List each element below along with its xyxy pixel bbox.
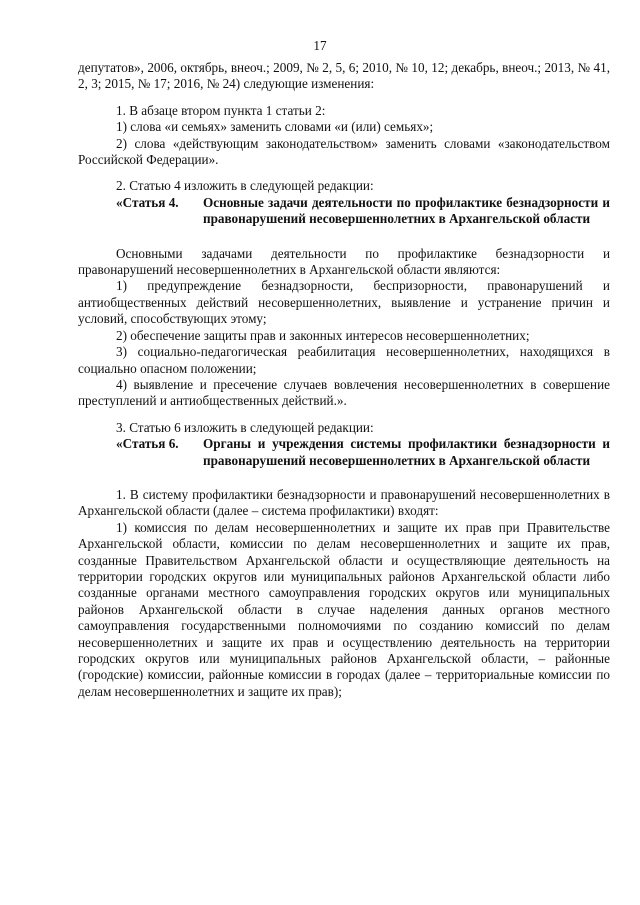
document-body xyxy=(78,60,610,700)
paragraph: 2) обеспечение защиты прав и законных интересов несовершеннолетних; xyxy=(116,327,530,343)
article-title: Органы и учреждения системы профилактики безнадзорности и правонарушений несовершеннолетних в Архангельской области xyxy=(203,436,610,468)
article-label: «Статья 6. xyxy=(116,436,179,452)
article-label: «Статья 4. xyxy=(116,194,179,210)
paragraph: 1. В абзаце втором пункта 1 статьи 2: xyxy=(116,102,326,118)
paragraph: 1. В систему профилактики безнадзорности и правонарушений несовершеннолетних в Архангельской области (далее – система профилактики) входят: xyxy=(78,486,610,519)
paragraph: 2) слова «действующим законодательством» заменить словами «законодательством Российской Федерации». xyxy=(78,135,610,168)
paragraph: 3. Статью 6 изложить в следующей редакции: xyxy=(116,419,374,435)
paragraph: 3) социально-педагогическая реабилитация несовершеннолетних, находящихся в социально опасном положении; xyxy=(78,344,610,376)
paragraph: 2. Статью 4 изложить в следующей редакции: xyxy=(116,178,374,194)
page-number: 17 xyxy=(313,38,327,53)
paragraph: 1) слова «и семьях» заменить словами «и (или) семьях»; xyxy=(116,119,434,135)
article-heading-6 xyxy=(116,436,610,469)
paragraph: депутатов», 2006, октябрь, внеоч.; 2009, № 2, 5, 6; 2010, № 10, 12; декабрь, внеоч.; 2013, № 41, 2, 3; 2015, № 17; 2016, № 24) следующие изменения: xyxy=(78,60,610,92)
paragraph: Основными задачами деятельности по профилактике безнадзорности и правонарушений несовершеннолетних в Архангельской области являются: xyxy=(78,245,610,278)
article-title: Основные задачи деятельности по профилактике безнадзорности и правонарушений несовершеннолетних в Архангельской области xyxy=(203,194,610,227)
paragraph: 1) комиссия по делам несовершеннолетних и защите их прав при Правительстве Архангельской области, комиссии по делам несовершеннолетних и защите их прав, созданные Правительством Архангельской области и осуществляющие деятельность на территории городских округов или муниципальных районов Архангельской области либо созданные органами местного самоуправления городских округов или муниципальных районов Архангельской области в случае наделения данных органов местного самоуправления государственными полномочиями по созданию комиссий по делам несовершеннолетних и защите их прав и осуществлению деятельность на территории городских округов или муниципальных районов Архангельской области, – районные (городские) комиссии, районные комиссии в городах (далее – территориальные комиссии по делам несовершеннолетних и защите их прав); xyxy=(78,519,610,699)
paragraph: 4) выявление и пресечение случаев вовлечения несовершеннолетних в совершение преступлений и антиобщественных действий.». xyxy=(78,376,610,409)
article-heading-4 xyxy=(116,195,610,228)
paragraph: 1) предупреждение безнадзорности, беспризорности, правонарушений и антиобщественных действий несовершеннолетних, выявление и устранение причин и условий, способствующих этому; xyxy=(78,278,610,327)
